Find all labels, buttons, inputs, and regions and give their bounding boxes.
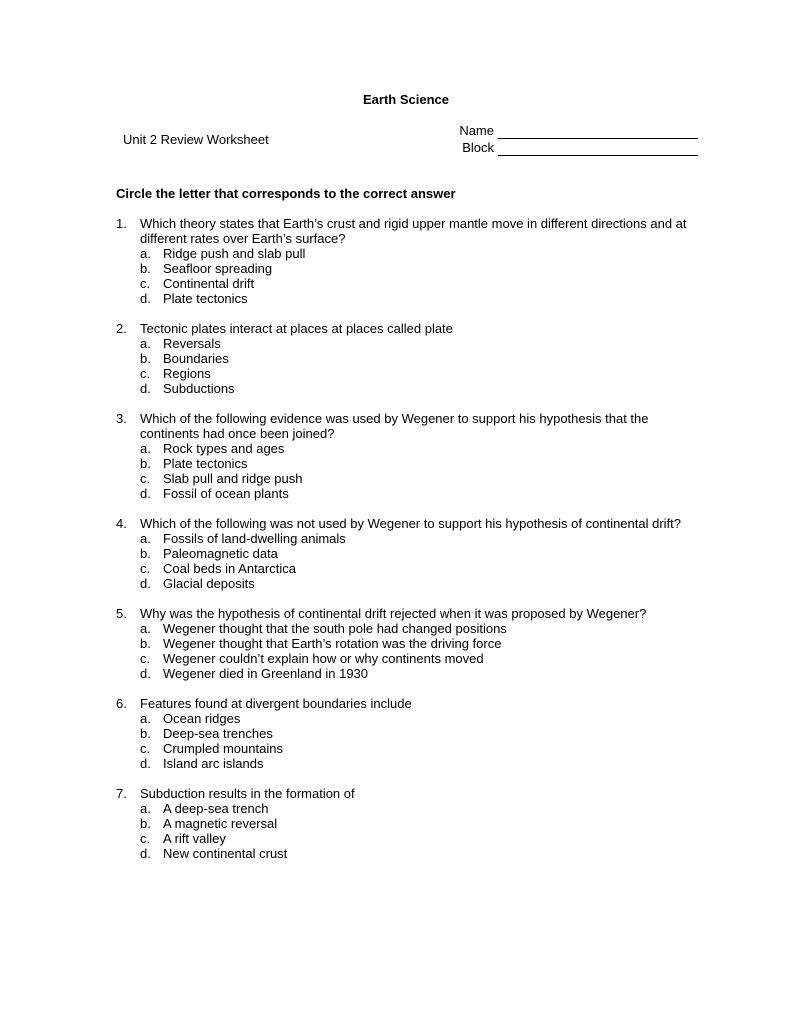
option-text: Regions [163, 366, 211, 381]
answer-option[interactable] [140, 816, 706, 831]
option-text: Wegener thought that the south pole had changed positions [163, 621, 507, 636]
answer-option[interactable] [140, 756, 706, 771]
answer-option[interactable] [140, 576, 706, 591]
question-text: Which of the following was not used by Wegener to support his hypothesis of continental drift? [140, 516, 682, 531]
question-text: Features found at divergent boundaries include [140, 696, 412, 711]
option-text: Ridge push and slab pull [163, 246, 306, 261]
option-text: Plate tectonics [163, 456, 248, 471]
answer-option[interactable] [140, 666, 706, 681]
question-number: 1. [116, 216, 127, 231]
answer-option[interactable] [140, 486, 706, 501]
answer-option[interactable] [140, 726, 706, 741]
option-letter[interactable]: a. [140, 336, 151, 351]
option-letter[interactable]: c. [140, 561, 151, 576]
option-letter[interactable]: d. [140, 381, 151, 396]
answer-option[interactable] [140, 801, 706, 816]
student-info-fields [448, 122, 698, 156]
answer-option[interactable] [140, 741, 706, 756]
block-label: Block [462, 140, 494, 155]
option-letter[interactable]: b. [140, 636, 151, 651]
option-letter[interactable]: b. [140, 351, 151, 366]
option-letter[interactable]: b. [140, 546, 151, 561]
option-text: Slab pull and ridge push [163, 471, 303, 486]
answer-option[interactable] [140, 531, 706, 546]
option-text: Fossil of ocean plants [163, 486, 289, 501]
page-title: Earth Science [363, 92, 449, 107]
question-2 [116, 321, 706, 396]
option-text: Wegener died in Greenland in 1930 [163, 666, 369, 681]
option-text: Deep-sea trenches [163, 726, 273, 741]
answer-option[interactable] [140, 831, 706, 846]
answer-option[interactable] [140, 636, 706, 651]
answer-option[interactable] [140, 276, 706, 291]
question-text: Which of the following evidence was used by Wegener to support his hypothesis that the continents had once been joined? [140, 411, 649, 441]
option-text: Glacial deposits [163, 576, 255, 591]
option-text: Seafloor spreading [163, 261, 273, 276]
answer-options [140, 246, 706, 306]
answer-option[interactable] [140, 441, 706, 456]
question-number: 3. [116, 411, 127, 426]
block-blank-line[interactable] [498, 142, 698, 156]
option-letter[interactable]: b. [140, 261, 151, 276]
answer-option[interactable] [140, 336, 706, 351]
option-letter[interactable]: a. [140, 441, 151, 456]
question-3 [116, 411, 706, 501]
answer-option[interactable] [140, 561, 706, 576]
question-7 [116, 786, 706, 861]
question-text: Which theory states that Earth’s crust and rigid upper mantle move in different directions and at different rates over Earth’s surface? [140, 216, 687, 246]
answer-options [140, 621, 706, 681]
option-text: Crumpled mountains [163, 741, 283, 756]
answer-options [140, 441, 706, 501]
question-text: Subduction results in the formation of [140, 786, 355, 801]
answer-option[interactable] [140, 456, 706, 471]
question-1 [116, 216, 706, 306]
answer-option[interactable] [140, 546, 706, 561]
answer-option[interactable] [140, 621, 706, 636]
option-letter[interactable]: c. [140, 831, 151, 846]
answer-option[interactable] [140, 366, 706, 381]
question-number: 5. [116, 606, 127, 621]
option-text: Wegener thought that Earth’s rotation was the driving force [163, 636, 502, 651]
option-letter[interactable]: d. [140, 756, 151, 771]
question-number: 4. [116, 516, 127, 531]
worksheet-subtitle: Unit 2 Review Worksheet [123, 132, 269, 147]
option-text: Continental drift [163, 276, 255, 291]
option-letter[interactable]: b. [140, 456, 151, 471]
option-letter[interactable]: c. [140, 366, 151, 381]
answer-options [140, 711, 706, 771]
question-6 [116, 696, 706, 771]
option-text: Wegener couldn’t explain how or why continents moved [163, 651, 484, 666]
question-number: 7. [116, 786, 127, 801]
answer-options [140, 531, 706, 591]
option-letter[interactable]: c. [140, 741, 151, 756]
option-letter[interactable]: d. [140, 576, 151, 591]
option-text: Island arc islands [163, 756, 264, 771]
question-list [116, 216, 706, 876]
answer-option[interactable] [140, 291, 706, 306]
question-text: Tectonic plates interact at places at places called plate [140, 321, 453, 336]
option-text: New continental crust [163, 846, 288, 861]
block-field-row [448, 139, 698, 156]
option-text: A magnetic reversal [163, 816, 278, 831]
answer-option[interactable] [140, 381, 706, 396]
option-text: Plate tectonics [163, 291, 248, 306]
answer-option[interactable] [140, 651, 706, 666]
name-blank-line[interactable] [498, 125, 698, 139]
answer-options [140, 801, 706, 861]
instructions-heading: Circle the letter that corresponds to the correct answer [116, 186, 456, 201]
option-letter[interactable]: d. [140, 846, 151, 861]
option-text: Fossils of land-dwelling animals [163, 531, 346, 546]
answer-option[interactable] [140, 246, 706, 261]
option-letter[interactable]: a. [140, 246, 151, 261]
answer-option[interactable] [140, 711, 706, 726]
option-letter[interactable]: b. [140, 816, 151, 831]
option-text: Ocean ridges [163, 711, 241, 726]
option-letter[interactable]: b. [140, 726, 151, 741]
option-text: A deep-sea trench [163, 801, 269, 816]
option-letter[interactable]: a. [140, 531, 151, 546]
option-text: Rock types and ages [163, 441, 285, 456]
option-letter[interactable]: d. [140, 291, 151, 306]
question-number: 2. [116, 321, 127, 336]
question-5 [116, 606, 706, 681]
option-letter[interactable]: d. [140, 666, 151, 681]
option-text: Paleomagnetic data [163, 546, 278, 561]
option-letter[interactable]: c. [140, 651, 151, 666]
option-letter[interactable]: c. [140, 471, 151, 486]
option-text: A rift valley [163, 831, 226, 846]
option-letter[interactable]: d. [140, 486, 151, 501]
option-text: Coal beds in Antarctica [163, 561, 296, 576]
option-letter[interactable]: a. [140, 621, 151, 636]
answer-options [140, 336, 706, 396]
option-letter[interactable]: c. [140, 276, 151, 291]
answer-option[interactable] [140, 846, 706, 861]
answer-option[interactable] [140, 351, 706, 366]
option-text: Boundaries [163, 351, 229, 366]
question-number: 6. [116, 696, 127, 711]
answer-option[interactable] [140, 471, 706, 486]
option-text: Reversals [163, 336, 221, 351]
option-letter[interactable]: a. [140, 801, 151, 816]
question-text: Why was the hypothesis of continental drift rejected when it was proposed by Wegener? [140, 606, 647, 621]
option-letter[interactable]: a. [140, 711, 151, 726]
option-text: Subductions [163, 381, 235, 396]
name-field-row [448, 122, 698, 139]
name-label: Name [459, 123, 494, 138]
question-4 [116, 516, 706, 591]
answer-option[interactable] [140, 261, 706, 276]
